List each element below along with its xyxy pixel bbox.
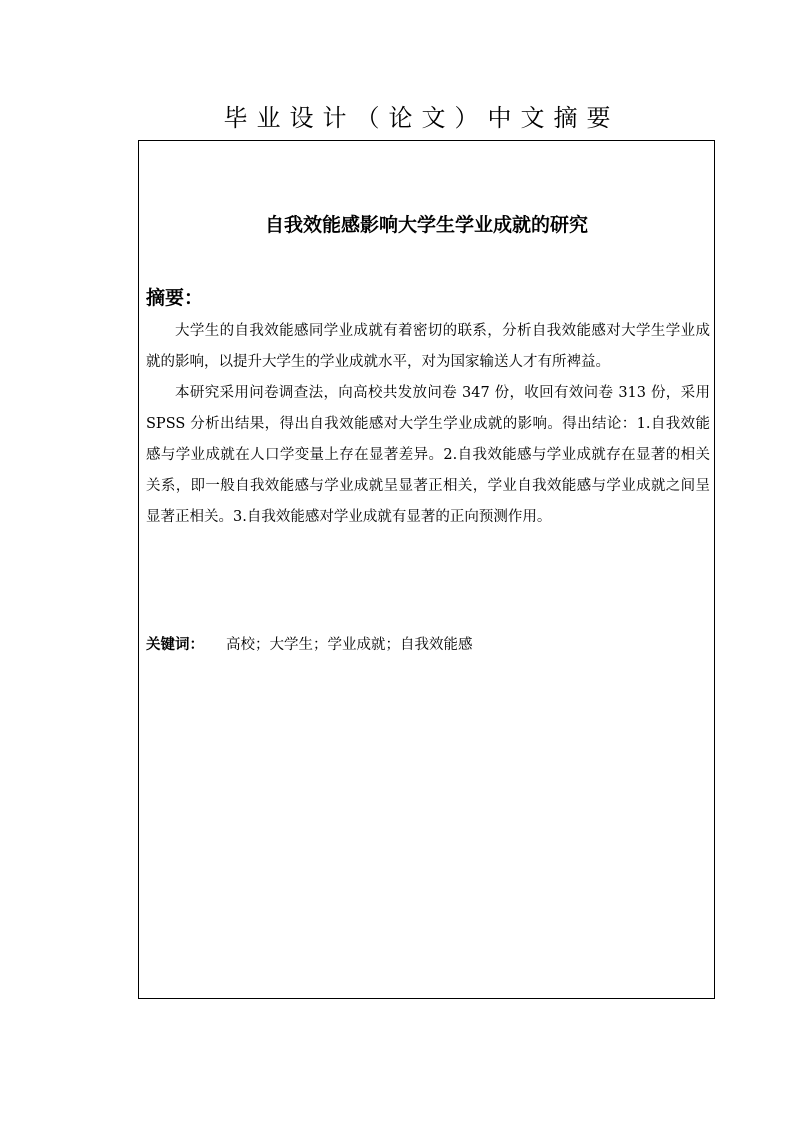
thesis-title: 自我效能感影响大学生学业成就的研究 (264, 214, 588, 236)
keywords-label: 关键词： (146, 637, 204, 653)
abstract-frame (138, 140, 715, 999)
keywords-row (146, 633, 473, 657)
abstract-label: 摘要： (146, 287, 204, 309)
abstract-paragraph-2: 本研究采用问卷调查法，向高校共发放问卷 347 份，收回有效问卷 313 份，采用 SPSS 分析出结果，得出自我效能感对大学生学业成就的影响。得出结论：1.自我效能感与学业成就在人口学变量上存在显著差异。2.自我效能感与学业成就存在显著的相关关系，即一般自我效能感与学业成就呈显著正相关，学业自我效能感与学业成就之间呈显著正相关。3.自我效能感对学业成就有显著的正向预测作用。 (146, 385, 710, 525)
keywords-value: 高校；大学生；学业成就；自我效能感 (226, 637, 473, 653)
abstract-body (146, 316, 710, 533)
page-heading: 毕业设计（论文）中文摘要 (223, 104, 620, 132)
abstract-paragraph-1: 大学生的自我效能感同学业成就有着密切的联系，分析自我效能感对大学生学业成就的影响，以提升大学生的学业成就水平，对为国家输送人才有所裨益。 (146, 323, 710, 370)
